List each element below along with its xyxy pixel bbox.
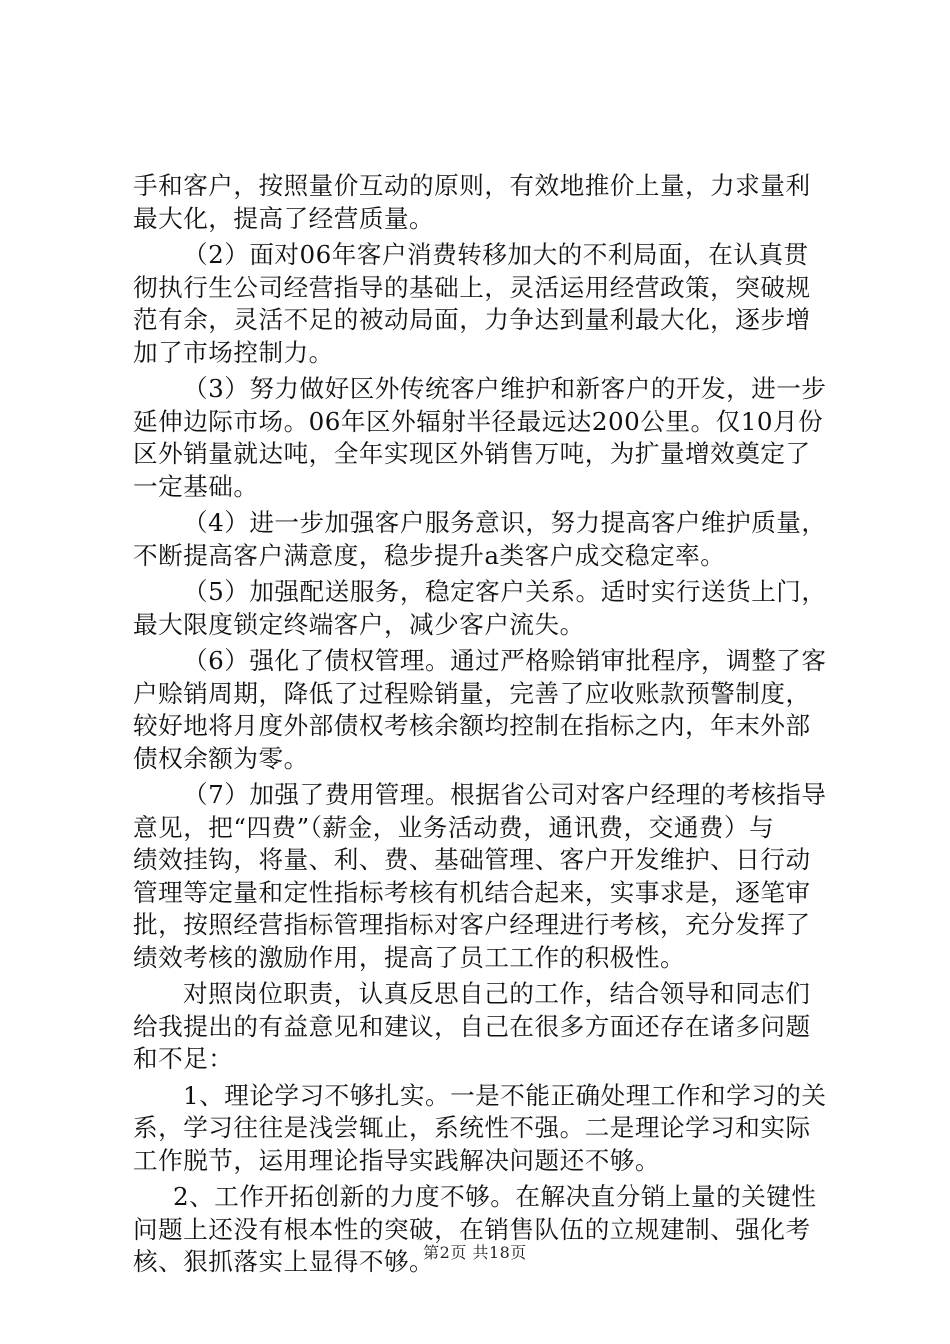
text-line: 核、狠抓落实上显得不够。 xyxy=(133,1247,435,1276)
paragraph-start-line: （5）加强配送服务，稳定客户关系。适时实行送货上门， xyxy=(183,577,827,606)
text-line: 问题上还没有根本性的突破，在销售队伍的立规建制、强化考 xyxy=(133,1214,811,1244)
paragraph-start-line: （6）强化了债权管理。通过严格赊销审批程序，调整了客 xyxy=(183,646,827,675)
text-line: 绩效挂钩，将量、利、费、基础管理、客户开发维护、日行动 xyxy=(133,845,811,874)
text-line: 给我提出的有益意见和建议，自己在很多方面还存在诸多问题 xyxy=(133,1011,811,1041)
text-line: 延伸边际市场。06年区外辐射半径最远达200公里。仅10月份 xyxy=(133,406,824,436)
text-line: 工作脱节，运用理论指导实践解决问题还不够。 xyxy=(133,1145,660,1175)
text-line: 和不足： xyxy=(133,1044,234,1073)
text-line: 范有余，灵活不足的被动局面，力争达到量利最大化，逐步增 xyxy=(133,305,811,334)
text-line: 手和客户，按照量价互动的原则，有效地推价上量，力求量利 xyxy=(133,171,811,200)
text-line: 绩效考核的激励作用，提高了员工工作的积极性。 xyxy=(133,942,686,972)
text-line: 加了市场控制力。 xyxy=(133,337,334,367)
list-item-start-line: 1、理论学习不够扎实。一是不能正确处理工作和学习的关 xyxy=(183,1080,827,1110)
text-line: 批，按照经营指标管理指标对客户经理进行考核，充分发挥了 xyxy=(133,910,811,939)
text-line: 系，学习往往是浅尝辄止，系统性不强。二是理论学习和实际 xyxy=(133,1113,811,1142)
text-line: 区外销量就达吨，全年实现区外销售万吨，为扩量增效奠定了 xyxy=(133,439,811,468)
text-line: 最大化，提高了经营质量。 xyxy=(133,203,435,233)
text-line: 彻执行生公司经营指导的基础上，灵活运用经营政策，突破规 xyxy=(133,272,811,302)
text-line: 不断提高客户满意度，稳步提升a类客户成交稳定率。 xyxy=(133,540,726,570)
text-line: 最大限度锁定终端客户，减少客户流失。 xyxy=(133,609,585,639)
text-line: 管理等定量和定性指标考核有机结合起来，实事求是，逐笔审 xyxy=(133,877,811,907)
text-line: 债权余额为零。 xyxy=(133,743,309,773)
list-item-start-line: 2、工作开拓创新的力度不够。在解决直分销上量的关键性 xyxy=(173,1182,817,1211)
text-line: 户赊销周期，降低了过程赊销量，完善了应收账款预警制度， xyxy=(133,678,811,708)
text-line: 一定基础。 xyxy=(133,471,259,501)
paragraph-start-line: （4）进一步加强客户服务意识，努力提高客户维护质量， xyxy=(183,508,827,537)
paragraph-start-line: （3）努力做好区外传统客户维护和新客户的开发，进一步 xyxy=(183,374,827,403)
paragraph-start-line: （2）面对06年客户消费转移加大的不利局面，在认真贯 xyxy=(183,240,809,269)
paragraph-start-line: （7）加强了费用管理。根据省公司对客户经理的考核指导 xyxy=(183,780,827,809)
page-number-footer: 第2页 共18页 xyxy=(423,1243,527,1262)
document-body xyxy=(133,170,833,1279)
text-line: 意见，把“四费”（薪金，业务活动费，通讯费，交通费）与 xyxy=(133,812,775,842)
text-line: 较好地将月度外部债权考核余额均控制在指标之内，年末外部 xyxy=(133,711,811,740)
paragraph-start-line: 对照岗位职责，认真反思自己的工作，结合领导和同志们 xyxy=(183,979,811,1008)
